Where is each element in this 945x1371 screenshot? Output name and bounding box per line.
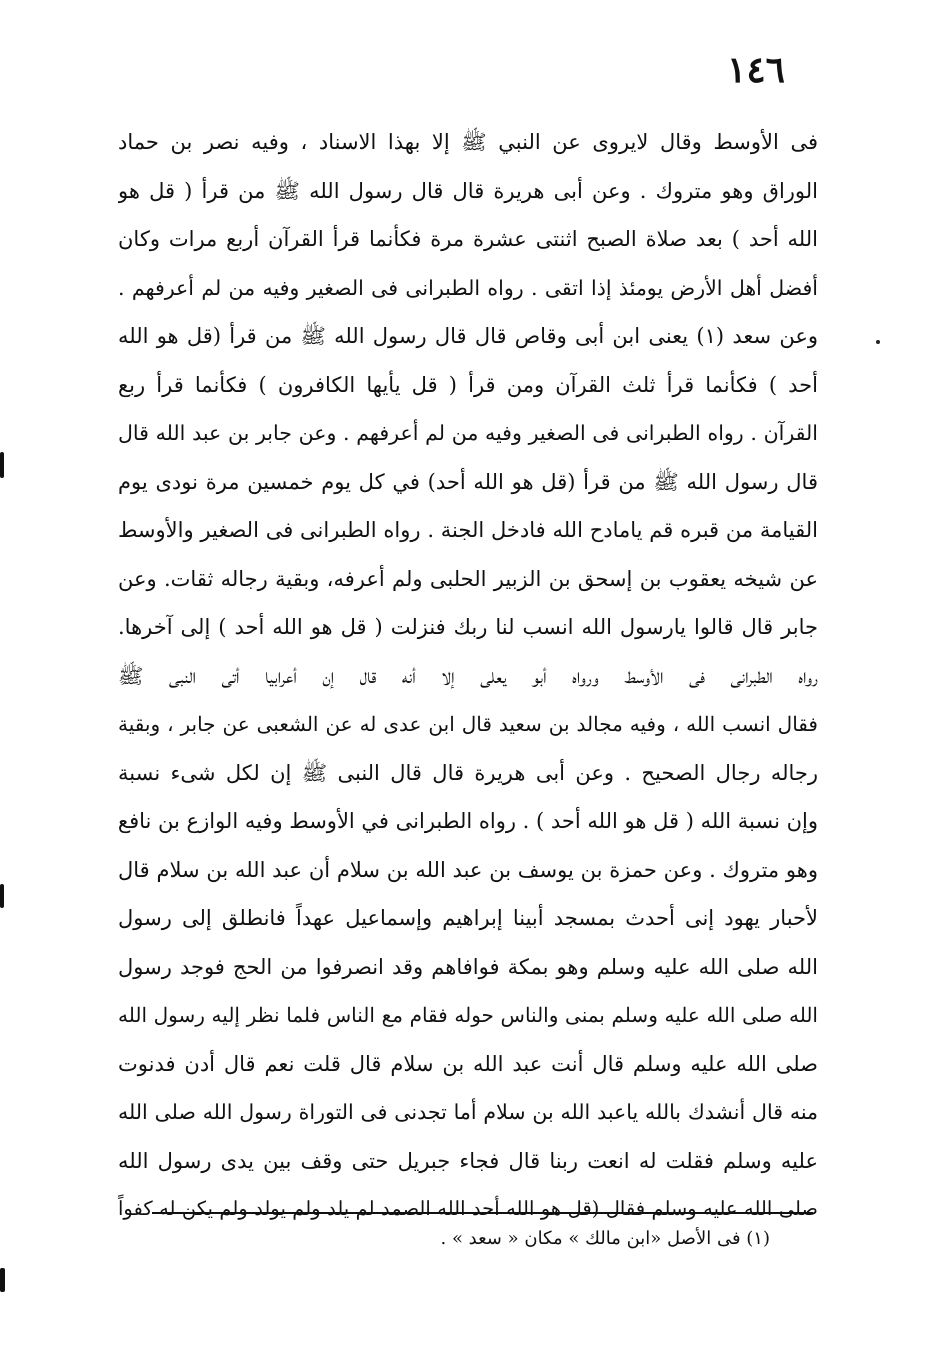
text-line: أحد ) فكأنما قرأ ثلث القرآن ومن قرأ ( قل يأيها الكافرون ) فكأنما قرأ ربع [118,372,818,397]
body-text [118,118,818,1234]
text-line: رجاله رجال الصحيح . وعن أبى هريرة قال قال النبى ﷺ إن لكل شىء نسبة [118,760,818,785]
page-number: ١٤٦ [726,49,785,91]
text-line: الوراق وهو متروك . وعن أبى هريرة قال قال رسول الله ﷺ من قرأ ( قل هو [118,178,818,203]
text-line: الله أحد ) بعد صلاة الصبح اثنتى عشرة مرة فكأنما قرأ القرآن أربع مرات وكان [118,227,818,251]
footnote-divider [152,1212,813,1214]
text-line: وعن سعد (١) يعنى ابن أبى وقاص قال قال رسول الله ﷺ من قرأ (قل هو الله [118,324,818,348]
text-line: جابر قال قالوا يارسول الله انسب لنا ربك فنزلت ( قل هو الله أحد ) إلى آخرها. [118,615,818,639]
text-line: وهو متروك . وعن حمزة بن يوسف بن عبد الله بن سلام أن عبد الله بن سلام قال [118,857,818,882]
text-line: قال رسول الله ﷺ من قرأ (قل هو الله أحد) في كل يوم خمسين مرة نودى يوم [118,469,818,494]
text-line: الله صلى الله عليه وسلم بمنى والناس حوله فقام مع الناس فلما نظر إليه رسول الله [118,1003,818,1027]
text-line: صلى الله عليه وسلم فقال (قل هو الله أحد الله الصمد لم يلد ولم يولد ولم يكن له كفواً [118,1197,818,1220]
scan-speck [876,340,880,344]
text-line: صلى الله عليه وسلم قال أنت عبد الله بن سلام قال قلت نعم قال أدن فدنوت [118,1051,818,1076]
text-line: وإن نسبة الله ( قل هو الله أحد ) . رواه الطبرانى في الأوسط وفيه الوازع بن نافع [118,809,818,833]
footnote: (١) فى الأصل «ابن مالك » مكان « سعد » . [440,1228,770,1249]
text-line: الله صلى الله عليه وسلم وهو بمكة فوافاهم وقد انصرفوا من الحج فوجد رسول [118,954,818,979]
text-line: عليه وسلم فقلت له انعت ربنا قال فجاء جبريل حتى وقف بين يدى رسول الله [118,1148,818,1173]
text-line: القيامة من قبره قم يامادح الله فادخل الجنة . رواه الطبرانى فى الصغير والأوسط [118,518,818,542]
text-line: فى الأوسط وقال لايروى عن النبي ﷺ إلا بهذا الاسناد ، وفيه نصر بن حماد [118,130,818,154]
text-line: فقال انسب الله ، وفيه مجالد بن سعيد قال ابن عدى له عن الشعبى عن جابر ، وبقية [118,712,818,736]
text-line: عن شيخه يعقوب بن إسحق بن الزبير الحلبى ولم أعرفه، وبقية رجاله ثقات. وعن [118,566,818,591]
scan-edge-mark [0,1268,5,1292]
text-line: رواه الطبرانى فى الأوسط ورواه أبو يعلى إلا أنه قال إن أعرابيا أتى النبى ﷺ [118,663,818,688]
scan-edge-mark [0,884,4,908]
scan-edge-mark [0,452,4,478]
text-line: لأحبار يهود إنى أحدث بمسجد أبينا إبراهيم وإسماعيل عهداً فانطلق إلى رسول [118,906,818,930]
text-line: منه قال أنشدك بالله ياعبد الله بن سلام أما تجدنى فى التوراة رسول الله صلى الله [118,1100,818,1124]
text-line: القرآن . رواه الطبرانى فى الصغير وفيه من لم أعرفهم . وعن جابر بن عبد الله قال [118,421,818,445]
text-line: أفضل أهل الأرض يومئذ إذا اتقى . رواه الطبرانى فى الصغير وفيه من لم أعرفهم . [118,275,818,300]
